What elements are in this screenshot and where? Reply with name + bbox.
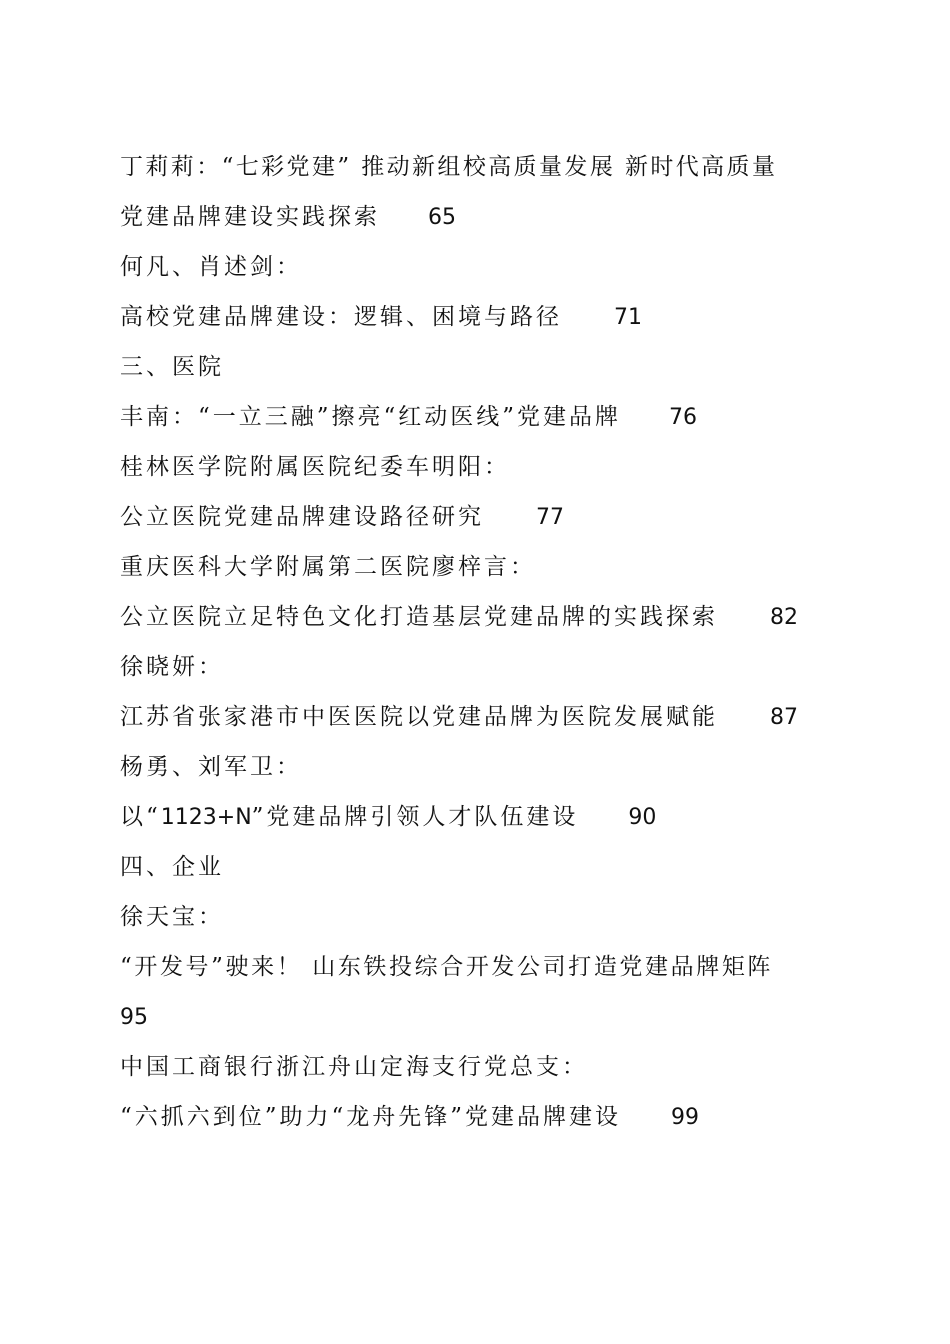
toc-entry-7-title-prefix: 以“ xyxy=(120,804,161,830)
toc-entry-2-author xyxy=(120,242,840,292)
toc-entry-9-author-text: 中国工商银行浙江舟山定海支行党总支： xyxy=(120,1054,588,1080)
toc-section-3 xyxy=(120,342,840,392)
toc-entry-8-author xyxy=(120,892,840,942)
toc-section-4 xyxy=(120,842,840,892)
toc-entry-5-page: 82 xyxy=(770,605,798,630)
toc-entry-7-title-suffix: ”党建品牌引领人才队伍建设 xyxy=(251,804,579,830)
toc-entry-3-page: 76 xyxy=(669,405,698,430)
toc-entry-4-page: 77 xyxy=(536,505,564,530)
toc-entry-5-author xyxy=(120,542,840,592)
toc-entry-4-line xyxy=(120,492,840,542)
toc-entry-4-author-text: 桂林医学院附属医院纪委车明阳： xyxy=(120,454,510,480)
toc-entry-4-author xyxy=(120,442,840,492)
toc-entry-1-line2 xyxy=(120,192,840,242)
toc-entry-5-line xyxy=(120,592,840,642)
toc-entry-6-author-text: 徐晓妍： xyxy=(120,654,224,680)
toc-entry-6-page: 87 xyxy=(770,705,798,730)
toc-entry-1-line1 xyxy=(120,142,840,192)
toc-entry-2-author-text: 何凡、肖述剑： xyxy=(120,254,302,280)
toc-entry-9-author xyxy=(120,1042,840,1092)
toc-entry-4-title: 公立医院党建品牌建设路径研究 xyxy=(120,504,484,530)
toc-entry-9-title: “六抓六到位”助力“龙舟先锋”党建品牌建设 xyxy=(120,1104,622,1130)
toc-entry-9-line xyxy=(120,1092,840,1142)
toc-entry-1-page: 65 xyxy=(428,205,456,230)
toc-entry-7-page: 90 xyxy=(628,805,657,830)
toc-entry-7-author xyxy=(120,742,840,792)
toc-entry-8-title: “开发号”驶来！ 山东铁投综合开发公司打造党建品牌矩阵 xyxy=(120,954,774,980)
toc-entry-8-line1 xyxy=(120,942,840,992)
toc-entry-3-title: 丰南：“一立三融”擦亮“红动医线”党建品牌 xyxy=(120,404,622,430)
toc-entry-6-title: 江苏省张家港市中医医院以党建品牌为医院发展赋能 xyxy=(120,704,718,730)
toc-entry-1-title-line1: 丁莉莉：“七彩党建” 推动新组校高质量发展 新时代高质量 xyxy=(120,154,778,180)
toc-entry-8-line2 xyxy=(120,992,840,1042)
toc-entry-6-line xyxy=(120,692,840,742)
toc-entry-8-author-text: 徐天宝： xyxy=(120,904,224,930)
toc-entry-6-author xyxy=(120,642,840,692)
toc-entry-1-title-line2: 党建品牌建设实践探索 xyxy=(120,204,380,230)
toc-entry-7-line xyxy=(120,792,840,842)
toc-entry-7-author-text: 杨勇、刘军卫： xyxy=(120,754,302,780)
toc-entry-3-line xyxy=(120,392,840,442)
toc-entry-2-title: 高校党建品牌建设：逻辑、困境与路径 xyxy=(120,304,562,330)
toc-entry-2-page: 71 xyxy=(614,305,642,330)
toc-entry-5-author-text: 重庆医科大学附属第二医院廖梓言： xyxy=(120,554,536,580)
toc-entry-2-line xyxy=(120,292,840,342)
toc-entry-7-title-code: 1123+N xyxy=(160,805,252,830)
toc-entry-9-page: 99 xyxy=(671,1105,700,1130)
toc-entry-5-title: 公立医院立足特色文化打造基层党建品牌的实践探索 xyxy=(120,604,718,630)
toc-section-3-heading: 三、医院 xyxy=(120,354,224,380)
table-of-contents xyxy=(120,142,840,1142)
toc-entry-8-page: 95 xyxy=(120,1005,148,1030)
toc-section-4-heading: 四、企业 xyxy=(120,854,224,880)
